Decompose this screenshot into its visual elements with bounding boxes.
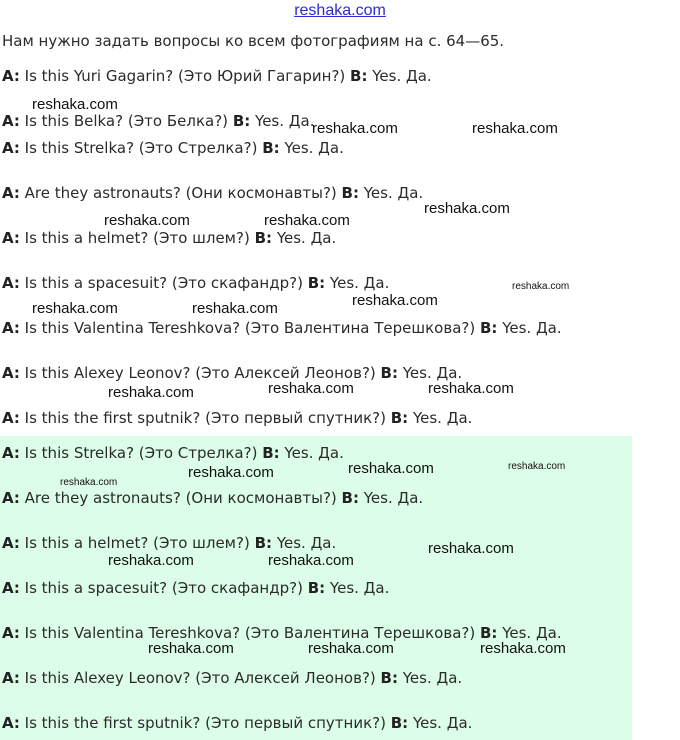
watermark: reshaka.com bbox=[352, 292, 438, 309]
watermark: reshaka.com bbox=[308, 640, 394, 657]
qa-line: A: Are they astronauts? (Они космонавты?) B: Yes. Да. bbox=[2, 184, 424, 202]
qa-line: A: Is this Yuri Gagarin? (Это Юрий Гагарин?) B: Yes. Да. bbox=[2, 67, 432, 85]
watermark: reshaka.com bbox=[60, 477, 118, 488]
watermark: reshaka.com bbox=[480, 640, 566, 657]
qa-line: A: Is this Strelka? (Это Стрелка?) B: Yes. Да. bbox=[2, 444, 344, 462]
qa-line: A: Is this a helmet? (Это шлем?) B: Yes. Да. bbox=[2, 534, 337, 552]
watermark: reshaka.com bbox=[264, 212, 350, 229]
qa-line: A: Is this a spacesuit? (Это скафандр?) B: Yes. Да. bbox=[2, 274, 390, 292]
site-header-link[interactable]: reshaka.com bbox=[294, 2, 386, 19]
watermark: reshaka.com bbox=[148, 640, 234, 657]
qa-line: A: Is this Valentina Tereshkova? (Это Валентина Терешкова?) B: Yes. Да. bbox=[2, 319, 562, 337]
watermark: reshaka.com bbox=[192, 300, 278, 317]
qa-line: A: Is this Alexey Leonov? (Это Алексей Леонов?) B: Yes. Да. bbox=[2, 669, 463, 687]
watermark: reshaka.com bbox=[32, 300, 118, 317]
watermark: reshaka.com bbox=[108, 552, 194, 569]
watermark: reshaka.com bbox=[32, 96, 118, 113]
qa-line: A: Is this a spacesuit? (Это скафандр?) B: Yes. Да. bbox=[2, 579, 390, 597]
watermark: reshaka.com bbox=[268, 380, 354, 397]
qa-line: A: Is this Strelka? (Это Стрелка?) B: Yes. Да. bbox=[2, 139, 344, 157]
qa-line: A: Is this Valentina Tereshkova? (Это Валентина Терешкова?) B: Yes. Да. bbox=[2, 624, 562, 642]
watermark: reshaka.com bbox=[512, 281, 570, 292]
qa-line: A: Is this the first sputnik? (Это первый спутник?) B: Yes. Да. bbox=[2, 714, 473, 732]
qa-line: A: Is this a helmet? (Это шлем?) B: Yes. Да. bbox=[2, 229, 337, 247]
watermark: reshaka.com bbox=[188, 464, 274, 481]
qa-line: A: Are they astronauts? (Они космонавты?) B: Yes. Да. bbox=[2, 489, 424, 507]
watermark: reshaka.com bbox=[508, 461, 566, 472]
watermark: reshaka.com bbox=[312, 120, 398, 137]
watermark: reshaka.com bbox=[472, 120, 558, 137]
qa-line: A: Is this Alexey Leonov? (Это Алексей Леонов?) B: Yes. Да. bbox=[2, 364, 463, 382]
watermark: reshaka.com bbox=[428, 540, 514, 557]
watermark: reshaka.com bbox=[268, 552, 354, 569]
watermark: reshaka.com bbox=[348, 460, 434, 477]
intro-text: Нам нужно задать вопросы ко всем фотографиям на с. 64—65. bbox=[2, 32, 505, 50]
watermark: reshaka.com bbox=[108, 384, 194, 401]
watermark: reshaka.com bbox=[424, 200, 510, 217]
watermark: reshaka.com bbox=[104, 212, 190, 229]
watermark: reshaka.com bbox=[428, 380, 514, 397]
qa-line: A: Is this the first sputnik? (Это первый спутник?) B: Yes. Да. bbox=[2, 409, 473, 427]
qa-line: A: Is this Belka? (Это Белка?) B: Yes. Да. bbox=[2, 112, 315, 130]
